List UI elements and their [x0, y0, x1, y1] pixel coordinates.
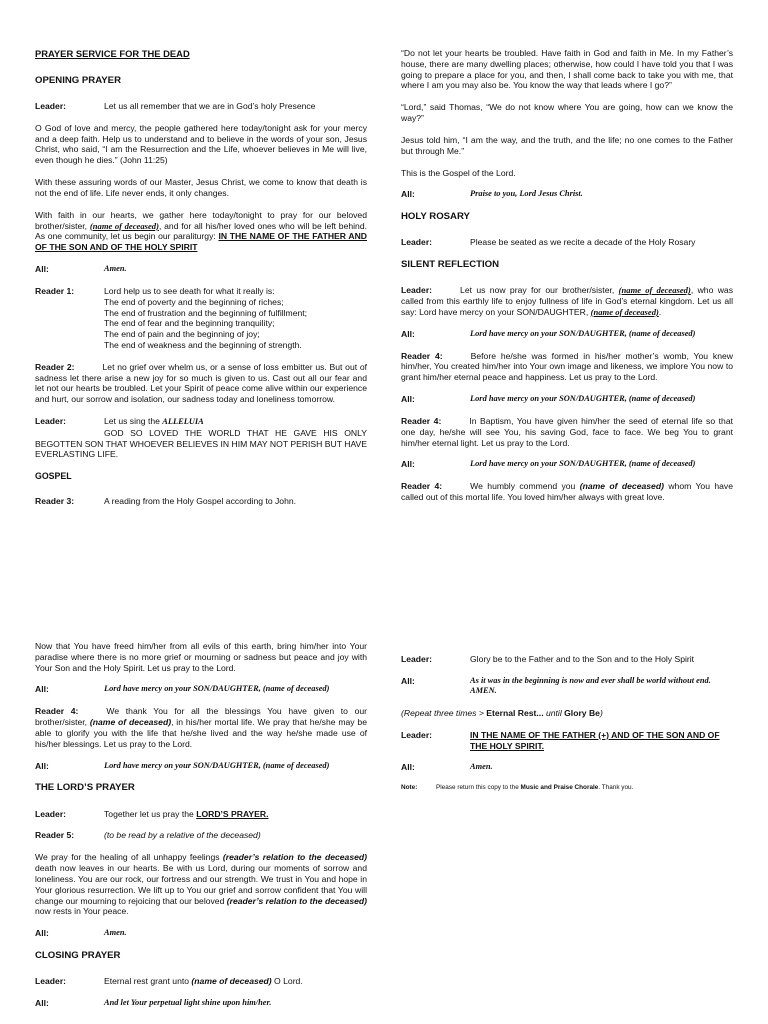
column-bottom-right — [401, 654, 733, 792]
gospel-conclusion: This is the Gospel of the Lord. — [401, 167, 516, 178]
all-response-line — [401, 329, 733, 340]
response-text: As it was in the beginning is now and ever shall be world without end. AMEN. — [470, 675, 711, 696]
line-text: Let us all remember that we are in God’s holy Presence — [104, 100, 316, 111]
reader4-text: Before he/she was formed in his/her mother’s womb, You knew him/her, You created him/her into Your own image and likeness, we implore You now to grant him/her eternal peace and happiness. Let us pray to the Lord. — [401, 350, 733, 383]
reader2-paragraph — [35, 362, 367, 405]
eternal-rest-text: Eternal Rest... — [486, 707, 544, 718]
role-label: All: — [35, 760, 49, 771]
role-label: Leader: — [35, 100, 67, 111]
role-label: All: — [35, 684, 49, 695]
role-label: Reader 3: — [35, 496, 75, 507]
leader-line — [401, 730, 733, 752]
text-run: now rests in Your peace. — [35, 906, 129, 917]
role-label: Leader: — [35, 976, 67, 987]
role-label: Leader: — [401, 654, 433, 664]
gospel-passage-2: “Lord,” said Thomas, “We do not know where You are going, how can we know the way?” — [401, 102, 733, 124]
line-text: A reading from the Holy Gospel according to John. — [104, 496, 297, 507]
role-label: Reader 5: — [35, 830, 75, 841]
response-text: Praise to you, Lord Jesus Christ. — [470, 189, 583, 199]
text-run: Let us now pray for our brother/sister, — [460, 285, 619, 296]
line-text: (to be read by a relative of the deceased) — [104, 830, 261, 841]
verse-line: Lord help us to see death for what it really is: — [104, 285, 275, 296]
role-label: Reader 4: — [401, 350, 443, 361]
role-label: All: — [35, 264, 49, 275]
sign-of-cross-text: IN THE NAME OF THE FATHER (+) AND OF THE SON AND OF THE HOLY SPIRIT. — [470, 729, 720, 751]
silent-reflection-heading: SILENT REFLECTION — [401, 259, 500, 271]
role-label: All: — [401, 189, 415, 200]
role-label: All: — [401, 328, 415, 339]
leader-line — [401, 654, 733, 665]
text-run: , in his/her mortal life. We pray that he/she may be able to glorify you with the life that he/she lived and the way he/she made use of his/her blessings. Let us pray to the Lord. — [35, 717, 367, 749]
document-title: PRAYER SERVICE FOR THE DEAD — [35, 48, 190, 59]
opening-paragraph-3 — [35, 210, 367, 253]
column-top-left — [35, 48, 367, 518]
line-text: Please be seated as we recite a decade of the Holy Rosary — [470, 237, 696, 248]
all-response-line — [35, 928, 367, 939]
response-text: Amen. — [104, 928, 127, 938]
reader5-line — [35, 830, 367, 841]
reader4-paragraph — [401, 351, 733, 383]
text-run: (Repeat three times > — [401, 707, 487, 718]
text-run: ) — [599, 707, 603, 718]
deceased-name-placeholder: (name of deceased) — [618, 285, 691, 296]
gospel-passage-3: Jesus told him, “I am the way, and the truth, and the life; no one comes to the Father but through Me.” — [401, 134, 733, 156]
role-label: All: — [401, 394, 415, 405]
response-text: Lord have mercy on your SON/DAUGHTER, (name of deceased) — [470, 394, 696, 404]
text-run: whom You have called out of this mortal life. You loved him/her always with great love. — [401, 481, 733, 503]
text-run: . Thank you. — [598, 784, 634, 792]
deceased-name-placeholder: (name of deceased) — [89, 717, 172, 728]
role-label: Reader 1: — [35, 285, 75, 296]
lords-prayer-text: LORD’S PRAYER. — [196, 808, 269, 819]
gospel-passage-1: “Do not let your hearts be troubled. Have faith in God and faith in Me. In my Father’s house, there are many dwelling places; otherwise, how could I have told you that I was going to prepare a place for you, and then, I shall come back to take you with me, that where I am you may also be. You know the way that leads where I go?” — [401, 48, 733, 91]
prayer-paragraph: Now that You have freed him/her from all evils of this earth, bring him/her into Your paradise where there is no more grief or mourning or sadness but peace and joy with Your Son and the Holy Spirit. Let us pray to the Lord. — [35, 641, 367, 673]
reader4-paragraph — [401, 416, 733, 448]
deceased-name-placeholder: (name of deceased) — [89, 220, 159, 231]
line-text: Glory be to the Father and to the Son and to the Holy Spirit — [470, 654, 695, 664]
gospel-heading: GOSPEL — [35, 471, 72, 482]
silent-reflection-paragraph — [401, 285, 733, 317]
all-response-line — [35, 684, 367, 695]
note-text — [436, 784, 633, 792]
response-text: Lord have mercy on your SON/DAUGHTER, (name of deceased) — [104, 760, 330, 770]
text-run: , who was called from this earthly life to enjoy fullness of life in God’s eternal kingdom. Let us all say: Lord have mercy on your SON/DAUGHTER, — [401, 285, 733, 317]
reader2-text: Let no grief over whelm us, or a sense of loss embitter us. But out of sadness let there arise a new joy for so much is given to us. Cast out all our fear and let not our hearts be troubled. Let your Spirit of peace come alive within our experience and hurt, our sorrow and isolation, our sadness today and loneliness tomorrow. — [35, 361, 368, 405]
all-response-line — [401, 394, 733, 405]
opening-prayer-heading: OPENING PRAYER — [35, 74, 122, 86]
note-label: Note: — [401, 784, 418, 792]
all-response-line — [35, 998, 367, 1009]
verse-line: The end of weakness and the beginning of strength. — [104, 340, 302, 350]
line-text — [104, 809, 367, 820]
chorale-name: Music and Praise Chorale — [520, 784, 599, 792]
verse-line: The end of fear and the beginning tranquility; — [104, 318, 275, 329]
lords-prayer-heading: THE LORD’S PRAYER — [35, 782, 135, 794]
glory-be-text: Glory Be — [564, 707, 600, 718]
role-label: All: — [35, 997, 49, 1008]
all-response-line — [401, 676, 733, 697]
reader4-text: In Baptism, You have given him/her the seed of eternal life so that one day, he/she will see You, his saving God, face to face. We beg You to grant him/her eternal light. Let us pray to the Lord. — [401, 415, 733, 448]
text-run: With faith in our hearts, we gather here today/tonight to pray for our beloved brother/sister, — [35, 209, 367, 231]
all-response-line — [401, 189, 733, 200]
text-run: Let us sing the — [104, 416, 163, 427]
alleluia-block — [35, 416, 367, 460]
alleluia-verse: GOD SO LOVED THE WORLD THAT HE GAVE HIS ONLY BEGOTTEN SON THAT WHOEVER BELIEVES IN HIM MAY NOT PERISH BUT HAVE EVERLASTING LIFE. — [35, 427, 367, 460]
reader1-line — [35, 286, 367, 351]
reader4-paragraph — [401, 481, 733, 503]
role-label: Leader: — [401, 285, 433, 296]
all-response-line — [401, 762, 733, 773]
relation-placeholder: (reader’s relation to the deceased) — [226, 895, 367, 906]
role-label: Leader: — [35, 808, 67, 819]
all-response-line — [35, 761, 367, 772]
return-note — [401, 784, 733, 792]
text-run: We pray for the healing of all unhappy feelings — [35, 852, 223, 863]
verse-line: The end of frustration and the beginning of fulfillment; — [104, 307, 308, 318]
response-text: Amen. — [104, 264, 127, 274]
role-label: Reader 4: — [35, 706, 79, 717]
leader-line — [35, 809, 367, 820]
role-label: All: — [401, 459, 415, 470]
text-run: Please return this copy to the — [436, 784, 521, 792]
repeat-instruction — [401, 708, 733, 719]
text-run: We humbly commend you — [470, 481, 580, 492]
deceased-name-placeholder: (name of deceased) — [579, 481, 664, 492]
column-bottom-left — [35, 641, 367, 1020]
reader3-line — [35, 496, 367, 507]
holy-rosary-heading: HOLY ROSARY — [401, 211, 470, 223]
relation-placeholder: (reader’s relation to the deceased) — [222, 852, 367, 863]
verse-line: The end of poverty and the beginning of riches; — [104, 296, 284, 307]
leader-line — [35, 976, 367, 987]
response-text: Lord have mercy on your SON/DAUGHTER, (name of deceased) — [470, 328, 696, 338]
alleluia-text: ALLELUIA — [162, 417, 204, 427]
text-run: death now leaves in our hearts. Be with us Lord, during our moments of sorrow and loneliness. You are our rock, our fortress and our strength. We trust in You and hope in Your glorious resurrection. We lift up to You our grief and sorrow confident that You will change our mourning to rejoicing that our beloved — [35, 863, 367, 906]
role-label: Reader 4: — [401, 481, 443, 492]
text-run: Together let us pray the — [104, 808, 197, 819]
text-run: . — [658, 306, 662, 317]
sign-of-cross-text: IN THE NAME OF THE FATHER AND OF THE SON AND OF THE HOLY SPIRIT — [35, 231, 367, 253]
text-run: O Lord. — [271, 976, 303, 987]
role-label: All: — [401, 762, 415, 773]
deceased-name-placeholder: (name of deceased) — [590, 306, 659, 317]
closing-prayer-heading: CLOSING PRAYER — [35, 949, 121, 961]
role-label: All: — [35, 928, 49, 939]
text-run: until — [543, 707, 565, 718]
response-text: Lord have mercy on your SON/DAUGHTER, (name of deceased) — [104, 684, 330, 694]
text-run: Eternal rest grant unto — [104, 976, 192, 987]
role-label: Reader 4: — [401, 415, 442, 426]
response-text: Lord have mercy on your SON/DAUGHTER, (name of deceased) — [470, 459, 696, 469]
leader-line — [401, 237, 733, 248]
all-response-line — [401, 459, 733, 470]
role-label: Leader: — [401, 237, 433, 248]
response-text: Amen. — [470, 762, 493, 772]
role-label: All: — [401, 675, 415, 686]
text-run: , and for all his/her loved ones who will be left behind. As one community, let us begin our paraliturgy: — [35, 220, 368, 242]
deceased-name-placeholder: (name of deceased) — [191, 976, 272, 987]
all-response-line — [35, 264, 367, 275]
column-top-right — [401, 48, 733, 514]
reader4-paragraph — [35, 706, 367, 749]
opening-paragraph-2: With these assuring words of our Master, Jesus Christ, we come to know that death is not the end of life. Life never ends, it only changes. — [35, 177, 367, 198]
response-text: And let Your perpetual light shine upon him/her. — [104, 997, 272, 1007]
role-label: Reader 2: — [35, 361, 75, 372]
healing-prayer-paragraph — [35, 852, 367, 917]
opening-paragraph-1: O God of love and mercy, the people gathered here today/tonight ask for your mercy and a deep faith. Help us to understand and to believe in the words of your son, Jesus Christ, who said, “I am the Resurrection and the Life, whoever believes in Me will live, even though he dies.” (John 11:25) — [35, 122, 367, 166]
reader1-lines — [104, 286, 367, 351]
role-label: Leader: — [35, 416, 67, 427]
leader-line — [35, 101, 367, 112]
verse-line: The end of pain and the beginning of joy; — [104, 329, 260, 340]
line-text — [104, 976, 367, 987]
role-label: Leader: — [401, 729, 433, 740]
text-run: We thank You for all the blessings You have given to our brother/sister, — [35, 706, 367, 728]
